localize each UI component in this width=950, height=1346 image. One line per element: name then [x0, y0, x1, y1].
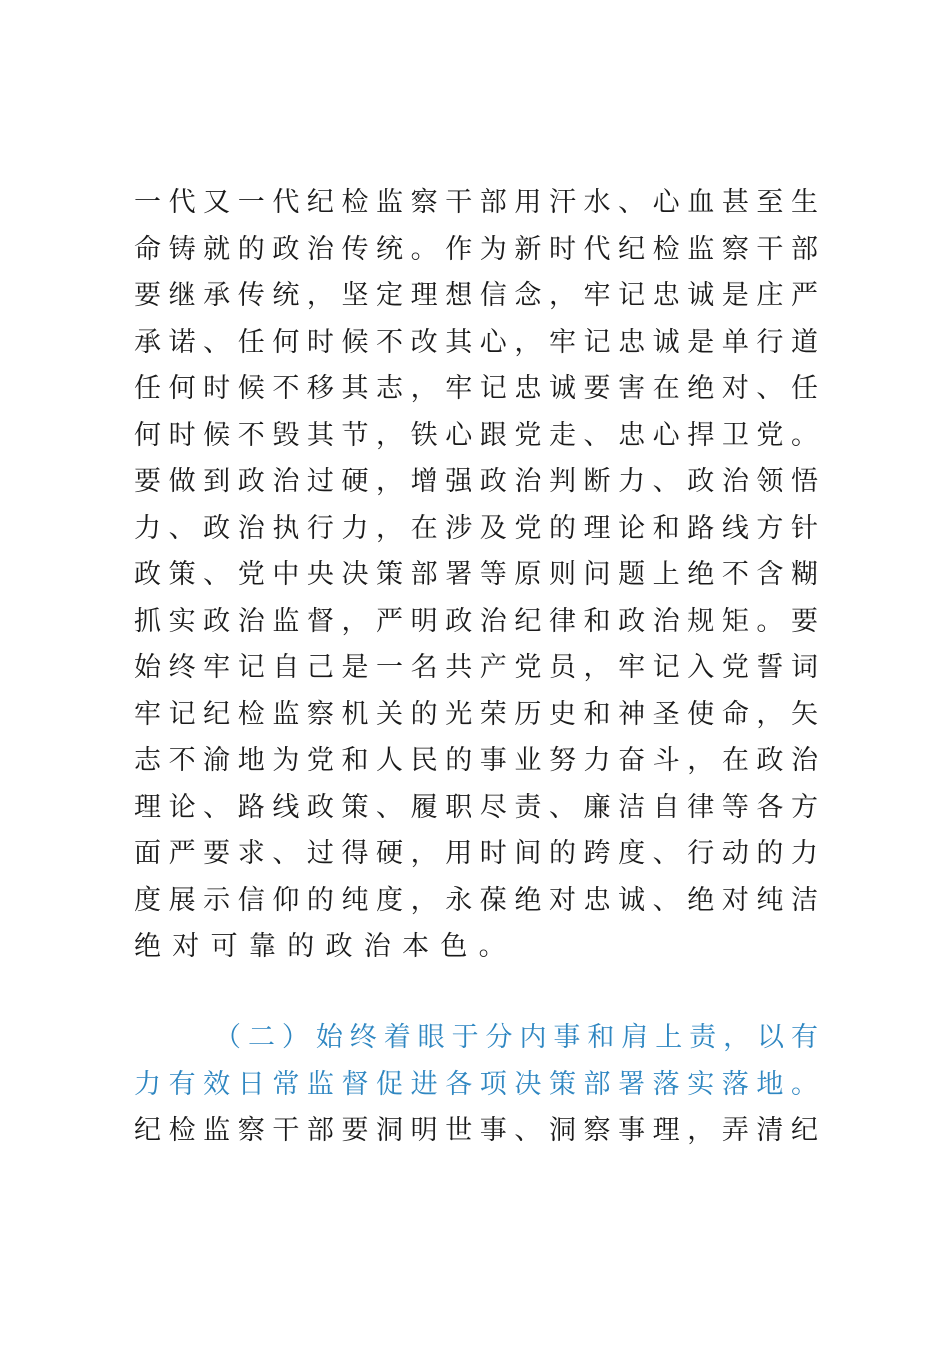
text-line: 理 论 、 路 线 政 策 、 履 职 尽 责 、 廉 洁 自 律 等 各 方 [134, 791, 818, 823]
text-line: 要 继 承 传 统 ， 坚 定 理 想 信 念 ， 牢 记 忠 诚 是 庄 严 [134, 280, 818, 311]
text-line: 纪 检 监 察 干 部 要 洞 明 世 事 、 洞 察 事 理 ， 弄 清 纪 [134, 1115, 818, 1146]
body-paragraph [134, 180, 818, 971]
text-line: （ 二 ） 始 终 着 眼 于 分 内 事 和 肩 上 责 ， 以 有 [214, 1022, 818, 1053]
section-heading [134, 1015, 818, 1108]
text-line: 命 铸 就 的 政 治 传 统 。 作 为 新 时 代 纪 检 监 察 干 部 [134, 233, 818, 265]
text-line: 绝 对 可 靠 的 政 治 本 色 。 [134, 931, 506, 962]
text-line: 一 代 又 一 代 纪 检 监 察 干 部 用 汗 水 、 心 血 甚 至 生 [134, 187, 818, 218]
text-line: 牢 记 纪 检 监 察 机 关 的 光 荣 历 史 和 神 圣 使 命 ， 矢 [134, 698, 818, 730]
text-line: 任 何 时 候 不 移 其 志 ， 牢 记 忠 诚 要 害 在 绝 对 、 任 [134, 373, 818, 404]
text-line: 何 时 候 不 毁 其 节 ， 铁 心 跟 党 走 、 忠 心 捍 卫 党 。 [134, 419, 818, 451]
text-line: 始 终 牢 记 自 己 是 一 名 共 产 党 员 ， 牢 记 入 党 誓 词 [134, 652, 818, 683]
text-line: 面 严 要 求 、 过 得 硬 ， 用 时 间 的 跨 度 、 行 动 的 力 [134, 838, 818, 869]
text-line: 承 诺 、 任 何 时 候 不 改 其 心 ， 牢 记 忠 诚 是 单 行 道 [134, 326, 818, 358]
text-line: 志 不 渝 地 为 党 和 人 民 的 事 业 努 力 奋 斗 ， 在 政 治 [134, 745, 818, 776]
text-line: 度 展 示 信 仰 的 纯 度 ， 永 葆 绝 对 忠 诚 、 绝 对 纯 洁 [134, 884, 818, 916]
text-line: 力 有 效 日 常 监 督 促 进 各 项 决 策 部 署 落 实 落 地 。 [134, 1068, 818, 1100]
text-line: 抓 实 政 治 监 督 ， 严 明 政 治 纪 律 和 政 治 规 矩 。 要 [134, 605, 818, 637]
text-line: 力 、 政 治 执 行 力 ， 在 涉 及 党 的 理 论 和 路 线 方 针 [134, 512, 818, 544]
text-line: 要 做 到 政 治 过 硬 ， 增 强 政 治 判 断 力 、 政 治 领 悟 [134, 466, 818, 497]
body-paragraph-continued [134, 1108, 818, 1155]
text-line: 政 策 、 党 中 央 决 策 部 署 等 原 则 问 题 上 绝 不 含 糊 [134, 559, 818, 590]
